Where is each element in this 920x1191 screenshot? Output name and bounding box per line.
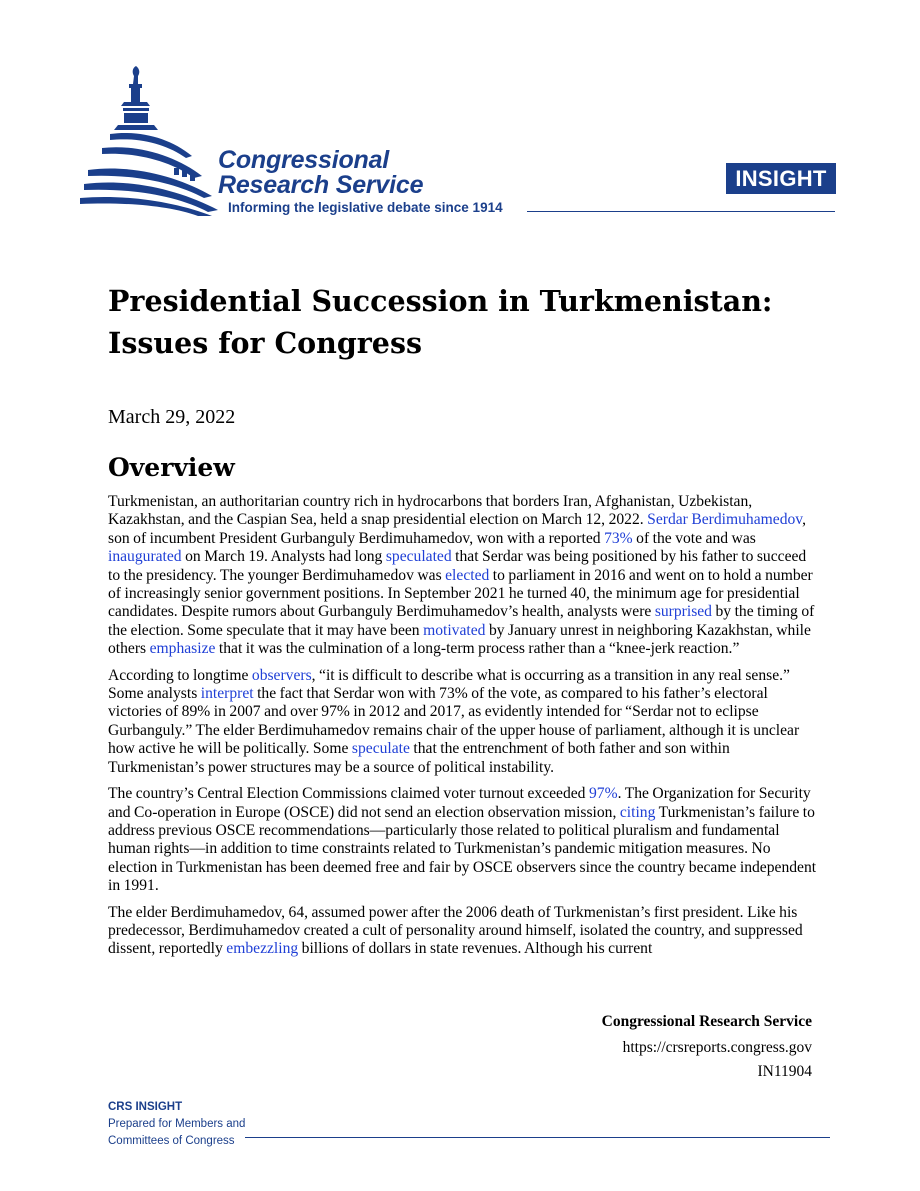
text-run: by the timing of the election. Some speculate that it may have been bbox=[108, 603, 815, 639]
inline-link[interactable]: embezzling bbox=[226, 940, 299, 958]
text-run: . The Organization for Security and Co-operation in Europe (OSCE) did not send an election observation mission, bbox=[108, 785, 811, 821]
header-divider bbox=[527, 211, 835, 212]
footer-divider bbox=[245, 1137, 830, 1138]
text-run: Turkmenistan’s failure to address previous OSCE recommendations—particularly those related to political pluralism and fundamental human rights—in addition to time constraints related to Turkmenistan’s pandemic mitigation measures. No election in Turkmenistan has been deemed free and fair by OSCE observers since the country became independent in 1991. bbox=[108, 803, 817, 895]
footer-org-name: Congressional Research Service bbox=[601, 1013, 812, 1030]
paragraph bbox=[108, 493, 818, 659]
page-title: Presidential Succession in Turkmenistan: Issues for Congress bbox=[108, 284, 773, 360]
inline-link[interactable]: observers bbox=[251, 666, 312, 684]
text-run: Turkmenistan, an authoritarian country rich in hydrocarbons that borders Iran, Afghanistan, Uzbekistan, Kazakhstan, and the Caspian Sea, held a snap presidential election on March 12, 2022. bbox=[108, 493, 753, 529]
section-heading-overview: Overview bbox=[108, 453, 235, 482]
paragraph bbox=[108, 785, 818, 895]
paragraph bbox=[108, 904, 818, 959]
text-run: of the vote and was bbox=[632, 529, 756, 547]
text-run: According to longtime bbox=[108, 666, 252, 684]
inline-link[interactable]: motivated bbox=[423, 621, 486, 639]
org-name-line2: Research Service bbox=[218, 171, 424, 199]
inline-link[interactable]: speculated bbox=[385, 548, 452, 566]
bottom-brand-title: CRS INSIGHT bbox=[108, 1101, 183, 1113]
footer-url-link[interactable]: https://crsreports.congress.gov bbox=[622, 1039, 812, 1056]
inline-link[interactable]: 73% bbox=[604, 529, 633, 547]
text-run: that the entrenchment of both father and son within Turkmenistan’s power structures may be a source of political instability. bbox=[108, 740, 730, 776]
body-text bbox=[108, 493, 818, 967]
text-run: that Serdar was being positioned by his father to succeed to the presidency. The younger Berdimuhamedov was bbox=[108, 548, 807, 584]
org-name-line1: Congressional bbox=[218, 146, 390, 174]
bottom-brand-line2: Prepared for Members and bbox=[108, 1118, 246, 1130]
org-tagline: Informing the legislative debate since 1914 bbox=[228, 200, 503, 215]
inline-link[interactable]: speculate bbox=[351, 740, 410, 758]
inline-link[interactable]: citing bbox=[619, 803, 656, 821]
text-run: by January unrest in neighboring Kazakhstan, while others bbox=[108, 621, 811, 658]
inline-link[interactable]: interpret bbox=[200, 685, 254, 703]
text-run: The elder Berdimuhamedov, 64, assumed power after the 2006 death of Turkmenistan’s first president. Like his predecessor, Berdimuhamedov created a cult of personality around himself, isolated the country, and suppressed dissent, reportedly bbox=[108, 903, 803, 958]
bottom-brand-line3: Committees of Congress bbox=[108, 1135, 235, 1147]
inline-link[interactable]: surprised bbox=[654, 603, 712, 621]
text-run: to parliament in 2016 and went on to hold a number of increasingly senior government positions. In September 2021 he turned 40, the minimum age for presidential candidates. Despite rumors about Gurbanguly Berdimuhamedov’s health, analysts were bbox=[108, 566, 813, 621]
capitol-dome-logo-icon bbox=[80, 64, 220, 216]
bottom-brand bbox=[108, 1099, 245, 1150]
text-run: , son of incumbent President Gurbanguly Berdimuhamedov, won with a reported bbox=[108, 511, 806, 547]
inline-link[interactable]: elected bbox=[445, 566, 490, 584]
text-run: The country’s Central Election Commissions claimed voter turnout exceeded bbox=[108, 785, 589, 803]
text-run: billions of dollars in state revenues. Although his current bbox=[298, 940, 653, 958]
text-run: , “it is difficult to describe what is occurring as a transition in any real sense.” Some analysts bbox=[108, 666, 790, 703]
inline-link[interactable]: emphasize bbox=[149, 640, 216, 658]
paragraph bbox=[108, 667, 818, 777]
inline-link[interactable]: 97% bbox=[588, 785, 618, 803]
publication-date: March 29, 2022 bbox=[108, 406, 236, 428]
inline-link[interactable]: Serdar Berdimuhamedov bbox=[647, 511, 803, 529]
inline-link[interactable]: inaugurated bbox=[108, 548, 182, 566]
footer-report-id: IN11904 bbox=[757, 1063, 812, 1080]
text-run: the fact that Serdar won with 73% of the vote, as compared to his father’s electoral victories of 89% in 2007 and over 97% in 2012 and 2017, as evidently intended for “Serdar not to eclipse Gurbanguly.” The elder Berdimuhamedov remains chair of the upper house of parliament, although it is unclear how active he will be politically. Some bbox=[108, 685, 800, 758]
text-run: that it was the culmination of a long-term process rather than a “knee-jerk reaction.” bbox=[215, 640, 740, 658]
insight-badge: INSIGHT bbox=[726, 163, 836, 194]
text-run: on March 19. Analysts had long bbox=[181, 548, 386, 566]
